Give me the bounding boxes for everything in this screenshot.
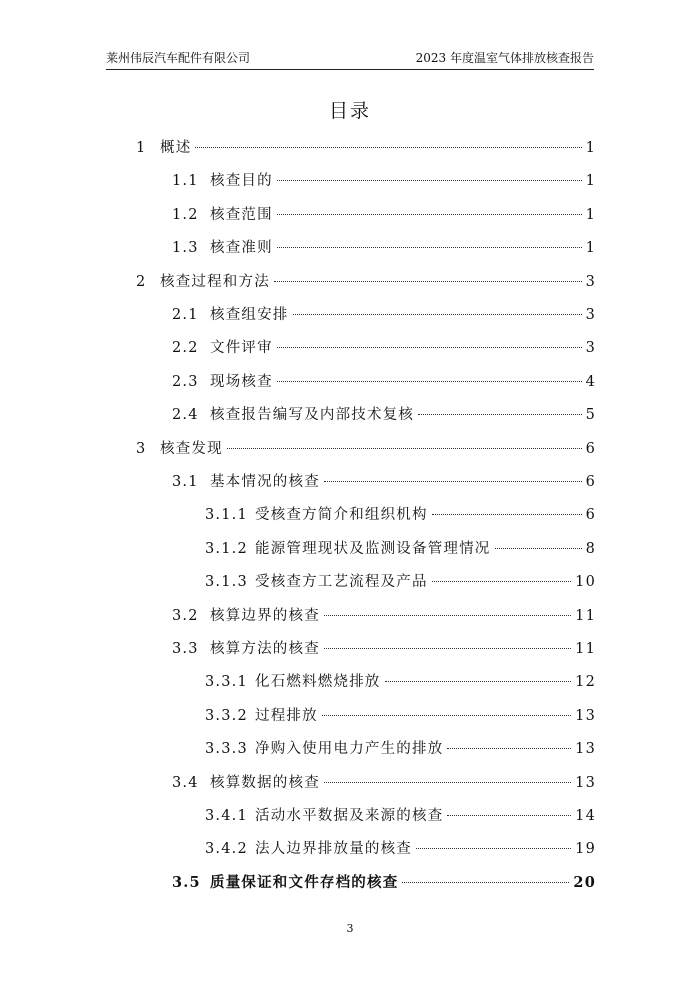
toc-entry-number: 3.1.1 [205,507,248,524]
toc-entry-title: 化石燃料燃烧排放 [255,674,381,691]
toc-entry-title: 概述 [160,140,192,156]
toc-entry-number: 2.2 [172,340,199,357]
toc-leader-dots [418,414,581,415]
toc-entry-title: 核查目的 [210,173,273,190]
toc-entry[interactable] [136,136,596,158]
toc-entry-title: 过程排放 [255,707,318,724]
toc-entry[interactable] [172,370,596,392]
toc-entry-number: 3.3.3 [205,741,248,758]
toc-entry-page: 4 [585,373,596,390]
toc-entry-number: 3.2 [172,607,199,624]
toc-leader-dots [274,281,582,282]
toc-entry-title: 核算方法的核查 [210,641,320,657]
toc-entry-page: 13 [575,741,596,758]
toc-leader-dots [277,180,582,181]
toc-entry-page: 12 [575,674,596,691]
toc-entry[interactable] [205,837,596,859]
toc-entry-number: 3.4.1 [205,808,248,824]
toc-entry-page: 10 [575,574,596,591]
toc-entry-title: 质量保证和文件存档的核查 [210,873,399,891]
toc-entry[interactable] [172,303,596,325]
toc-leader-dots [324,648,571,649]
toc-entry-number: 2 [136,273,147,290]
toc-entry-title: 净购入使用电力产生的排放 [255,741,444,758]
toc-entry-page: 1 [585,140,596,156]
toc-leader-dots [447,748,571,749]
toc-entry-page: 13 [575,707,596,724]
toc-entry-number: 2.3 [172,373,199,390]
toc-entry-number: 2.4 [172,407,199,424]
toc-entry-page: 11 [575,607,596,624]
toc-entry-page: 13 [575,774,596,791]
toc-entry-title: 核查范围 [210,206,273,223]
toc-entry-title: 受核查方简介和组织机构 [255,507,428,524]
toc-entry[interactable] [205,503,596,525]
toc-leader-dots [277,381,582,382]
page-header [106,48,594,70]
toc-leader-dots [324,615,571,616]
toc-leader-dots [402,882,569,883]
toc-leader-dots [293,314,582,315]
toc-entry-title: 核查报告编写及内部技术复核 [210,407,415,424]
toc-entry[interactable] [172,871,596,893]
toc-entry-number: 3.4.2 [205,841,248,858]
toc-entry[interactable] [205,737,596,759]
page-number: 3 [346,922,354,935]
toc-leader-dots [324,481,582,482]
toc-entry[interactable] [172,604,596,626]
toc-entry-page: 6 [585,507,596,524]
toc-entry[interactable] [205,670,596,692]
toc-entry[interactable] [205,570,596,592]
toc-entry-number: 3.5 [172,873,201,891]
toc-entry-title: 核算边界的核查 [210,607,320,624]
toc-entry[interactable] [136,437,596,459]
toc-leader-dots [416,848,571,849]
toc-entry-number: 1.2 [172,206,199,223]
toc-leader-dots [277,214,582,215]
toc-entry-title: 核算数据的核查 [210,774,320,791]
toc-entry-title: 核查组安排 [210,307,289,323]
toc-entry-page: 6 [585,474,596,490]
toc-entry-page: 19 [575,841,596,858]
toc-entry-page: 1 [585,173,596,190]
toc-entry-page: 5 [585,407,596,424]
toc-leader-dots [195,147,581,148]
toc-entry-page: 8 [585,540,596,557]
toc-entry-title: 基本情况的核查 [210,474,320,490]
toc-entry-number: 1.3 [172,240,199,257]
toc-entry-number: 3.3 [172,641,199,657]
toc-entry-number: 2.1 [172,307,199,323]
toc-entry-title: 活动水平数据及来源的核查 [255,808,444,824]
toc-entry-page: 3 [585,273,596,290]
toc-leader-dots [432,581,571,582]
toc-entry[interactable] [172,403,596,425]
toc-entry-number: 3.1 [172,474,199,490]
toc-leader-dots [385,681,572,682]
toc-entry-title: 核查过程和方法 [160,273,270,290]
toc-leader-dots [432,514,582,515]
toc-entry[interactable] [205,537,596,559]
toc-entry-page: 1 [585,240,596,257]
toc-entry-title: 法人边界排放量的核查 [255,841,412,858]
toc-leader-dots [277,247,582,248]
toc-entry-page: 11 [575,641,596,657]
toc-entry-number: 3.3.1 [205,674,248,691]
toc-entry-number: 1.1 [172,173,199,190]
toc-entry[interactable] [205,804,596,826]
toc-entry-page: 14 [575,808,596,824]
header-report-title: 2023 年度温室气体排放核查报告 [415,51,594,65]
toc-entry-number: 3.1.3 [205,574,248,591]
toc-entry-number: 1 [136,140,147,156]
toc-entry[interactable] [172,470,596,492]
toc-leader-dots [322,715,571,716]
toc-entry-title: 能源管理现状及监测设备管理情况 [255,540,491,557]
toc-entry-page: 3 [585,340,596,357]
page-title: 目录 [328,100,371,122]
toc-leader-dots [495,548,582,549]
toc-entry[interactable] [172,169,596,191]
toc-entry-title: 现场核查 [210,373,273,390]
toc-leader-dots [227,448,582,449]
toc-entry-number: 3.1.2 [205,540,248,557]
toc-entry-page: 20 [573,873,596,891]
toc-entry-number: 3.3.2 [205,707,248,724]
toc-entry-page: 3 [585,307,596,323]
toc-entry[interactable] [172,236,596,258]
toc-leader-dots [447,815,571,816]
toc-leader-dots [324,782,571,783]
toc-entry[interactable] [172,637,596,659]
toc-entry-page: 1 [585,206,596,223]
toc-leader-dots [277,347,582,348]
toc-entry[interactable] [136,270,596,292]
toc-entry[interactable] [172,771,596,793]
toc-entry-number: 3.4 [172,774,199,791]
toc-entry-title: 核查准则 [210,240,273,257]
toc-entry[interactable] [172,336,596,358]
header-company: 莱州伟辰汽车配件有限公司 [106,51,251,65]
toc-entry-number: 3 [136,440,147,457]
toc-entry-page: 6 [585,440,596,457]
toc-entry-title: 受核查方工艺流程及产品 [255,574,428,591]
toc-entry[interactable] [172,203,596,225]
toc-entry-title: 文件评审 [210,340,273,357]
toc-entry[interactable] [205,704,596,726]
toc-entry-title: 核查发现 [160,440,223,457]
